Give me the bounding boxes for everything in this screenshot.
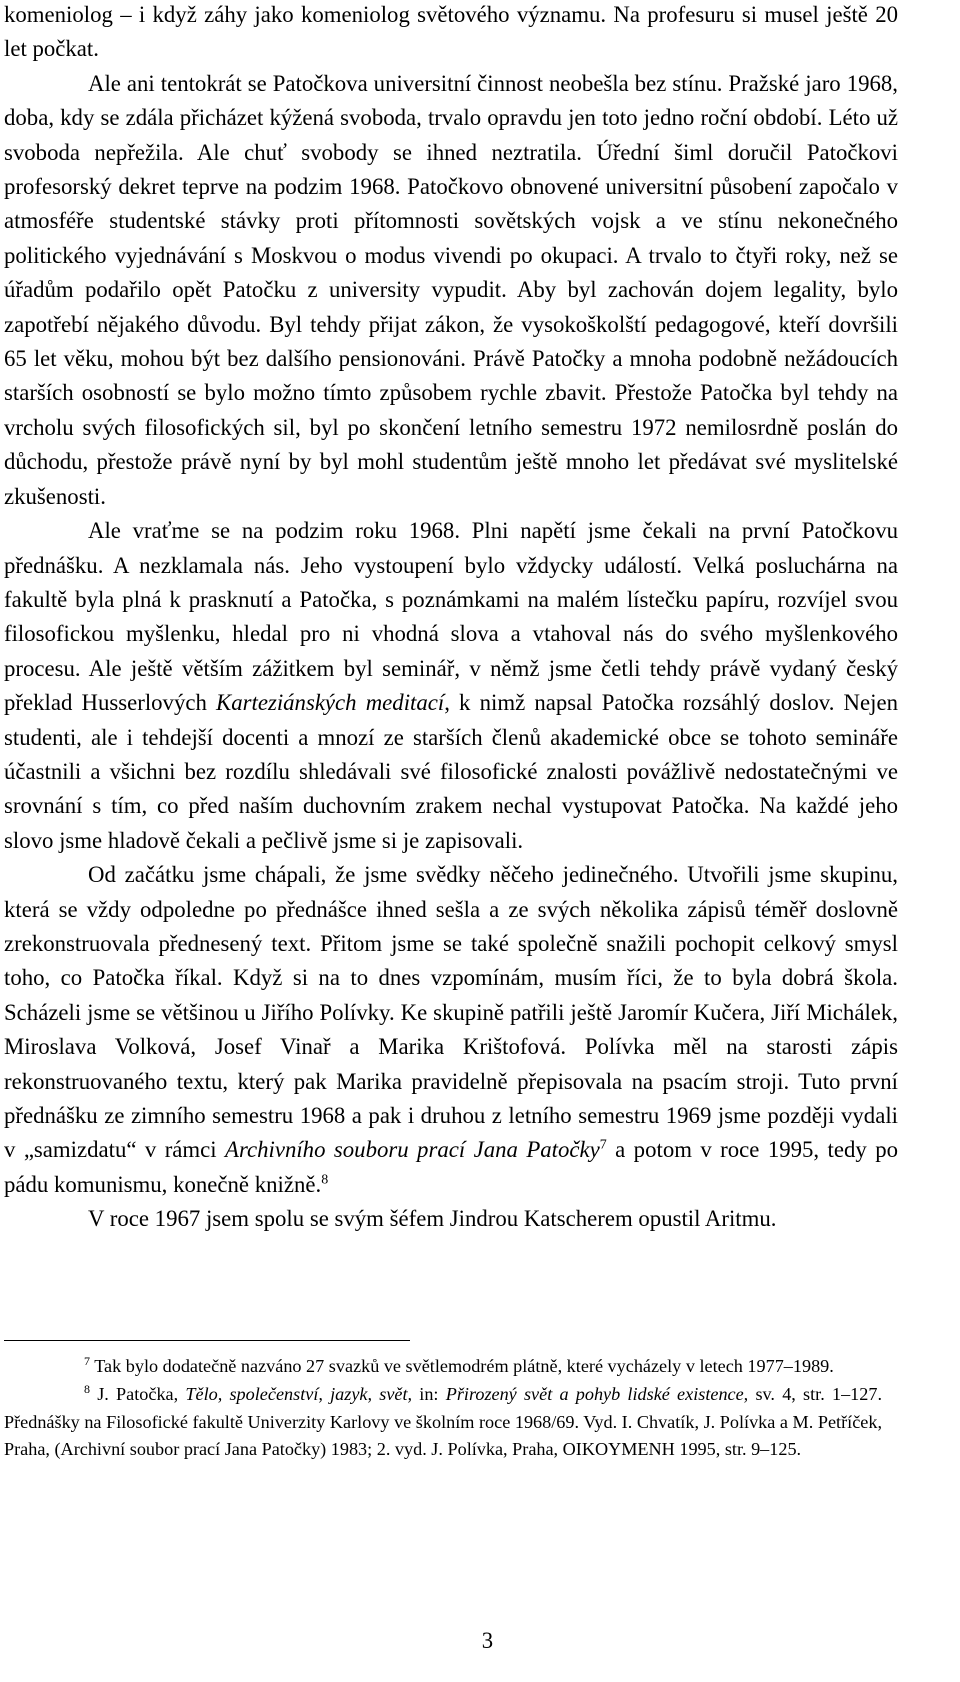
footnote-title-telo: Tělo, společenství, jazyk, svět,: [185, 1383, 413, 1404]
paragraph-5: V roce 1967 jsem spolu se svým šéfem Jindrou Katscherem opustil Aritmu.: [88, 1206, 777, 1232]
body-text: [4, 0, 898, 1237]
footnote-text: Tak bylo dodatečně nazváno 27 svazků ve světlemodrém plátně, které vycházely v letech 1977–1989.: [94, 1356, 834, 1376]
paragraph-3-text-before: Ale vraťme se na podzim roku 1968. Plni napětí jsme čekali na první Patočkovu přednášku. A nezklamala nás. Jeho vystoupení bylo vždycky událostí. Velká posluchárna na fakultě byla plná k prasknutí a Patočka, s poznámkami na malém lístečku papíru, rozvíjel svou filosofickou myšlenku, hledal pro ni vhodná slova a vtahoval nás do svého myšlenkového procesu. Ale ještě větším zážitkem byl seminář, v němž jsme četli tehdy právě vydaný český překlad Husserlových: [4, 518, 898, 716]
footnote-text-prefix: J. Patočka,: [97, 1383, 186, 1404]
footnote-number: 8: [84, 1381, 90, 1396]
paragraph-3-text-after: , k nimž napsal Patočka rozsáhlý doslov. Nejen studenti, ale i tehdejší docenti a mnozí ze starších členů akademické obce se tohoto semináře účastnili a všichni bez rozdílu shledávali své filosofické znalosti povážlivě nedostatečnými ve srovnání s tím, co před naším duchovním zrakem nechal vystupovat Patočka. Na každé jeho slovo jsme hladově čekali a pečlivě jsme si je zapisovali.: [4, 690, 898, 853]
paragraph-4: [4, 858, 898, 1202]
footnote-text-mid: in:: [412, 1383, 446, 1404]
paragraph-4-text-before: Od začátku jsme chápali, že jsme svědky něčeho jedinečného. Utvořili jsme skupinu, která se vždy odpoledne po přednášce ihned sešla a ze svých několika zápisů téměř doslovně zrekonstruovala přednesený text. Přitom jsme se také společně snažili pochopit celkový smysl toho, co Patočka říkal. Když si na to dnes vzpomínám, musím říci, že to byla dobrá škola. Scházeli jsme se většinou u Jiřího Polívky. Ke skupině patřili ještě Jaromír Kučera, Jiří Michálek, Miroslava Volková, Josef Vinař a Marika Krištofová. Polívka měl na starosti zápis rekonstruovaného textu, který pak Marika pravidelně přepisovala na psacím stroji. Tuto první přednášku ze zimního semestru 1968 a pak i druhou z letního semestru 1969 jsme později vydali v „samizdatu“ v rámci: [4, 862, 898, 1163]
footnote-ref-8[interactable]: 8: [321, 1172, 329, 1188]
footnotes: [4, 1353, 882, 1464]
footnote-8: [4, 1381, 882, 1464]
book-title-karteziánské-meditace: Karteziánských meditací: [216, 690, 445, 716]
book-title-archivni-soubor: Archivního souboru prací Jana Patočky: [225, 1137, 600, 1163]
paragraph-4-text-middle: a potom v roce 1995, tedy po pádu komunismu, konečně knižně.: [4, 1137, 898, 1197]
footnote-ref-7[interactable]: 7: [599, 1137, 607, 1153]
footnote-number: 7: [84, 1353, 90, 1368]
footnote-7: [4, 1353, 882, 1381]
paragraph-2: Ale ani tentokrát se Patočkova universitní činnost neobešla bez stínu. Pražské jaro 1968, doba, kdy se zdála přicházet kýžená svoboda, trvalo opravdu jen toto jedno roční období. Léto už svoboda nepřežila. Ale chuť svobody se ihned neztratila. Úřední šiml doručil Patočkovi profesorský dekret teprve na podzim 1968. Patočkovo obnovené universitní působení započalo v atmosféře studentské stávky proti přítomnosti sovětských vojsk a ve stínu nekonečného politického vyjednávání s Moskvou o modus vivendi po okupaci. A trvalo to čtyři roky, než se úřadům podařilo opět Patočku z university vypudit. Aby byl zachován dojem legality, bylo zapotřebí nějakého důvodu. Byl tehdy přijat zákon, že vysokoškolští pedagogové, kteří dovršili 65 let věku, mohou být bez dalšího pensionováni. Právě Patočky a mnoha podobně nežádoucích starších osobností se bylo možno tímto způsobem rychle zbavit. Přestože Patočka byl tehdy na vrcholu svých filosofických sil, byl po skončení letního semestru 1972 nemilosrdně poslán do důchodu, přestože právě nyní by byl mohl studentům ještě mnoho let předávat své myslitelské zkušenosti.: [4, 70, 898, 509]
paragraph-1: komeniolog – i když záhy jako komeniolog světového významu. Na profesuru si musel ještě 20 let počkat.: [4, 2, 898, 62]
paragraph-3: [4, 514, 898, 858]
footnote-text-rest: sv. 4, str. 1–127. Přednášky na Filosofické fakultě Univerzity Karlovy ve školním roce 1968/69. Vyd. I. Chvatík, J. Polívka a M. Petříček, Praha, (Archivní soubor prací Jana Patočky) 1983; 2. vyd. J. Polívka, Praha, OIKOYMENH 1995, str. 9–125.: [4, 1383, 882, 1460]
footnote-title-prirozeny-svet: Přirozený svět a pohyb lidské existence,: [445, 1383, 749, 1404]
footnote-divider: [4, 1340, 410, 1341]
page-number: 3: [481, 1628, 494, 1653]
